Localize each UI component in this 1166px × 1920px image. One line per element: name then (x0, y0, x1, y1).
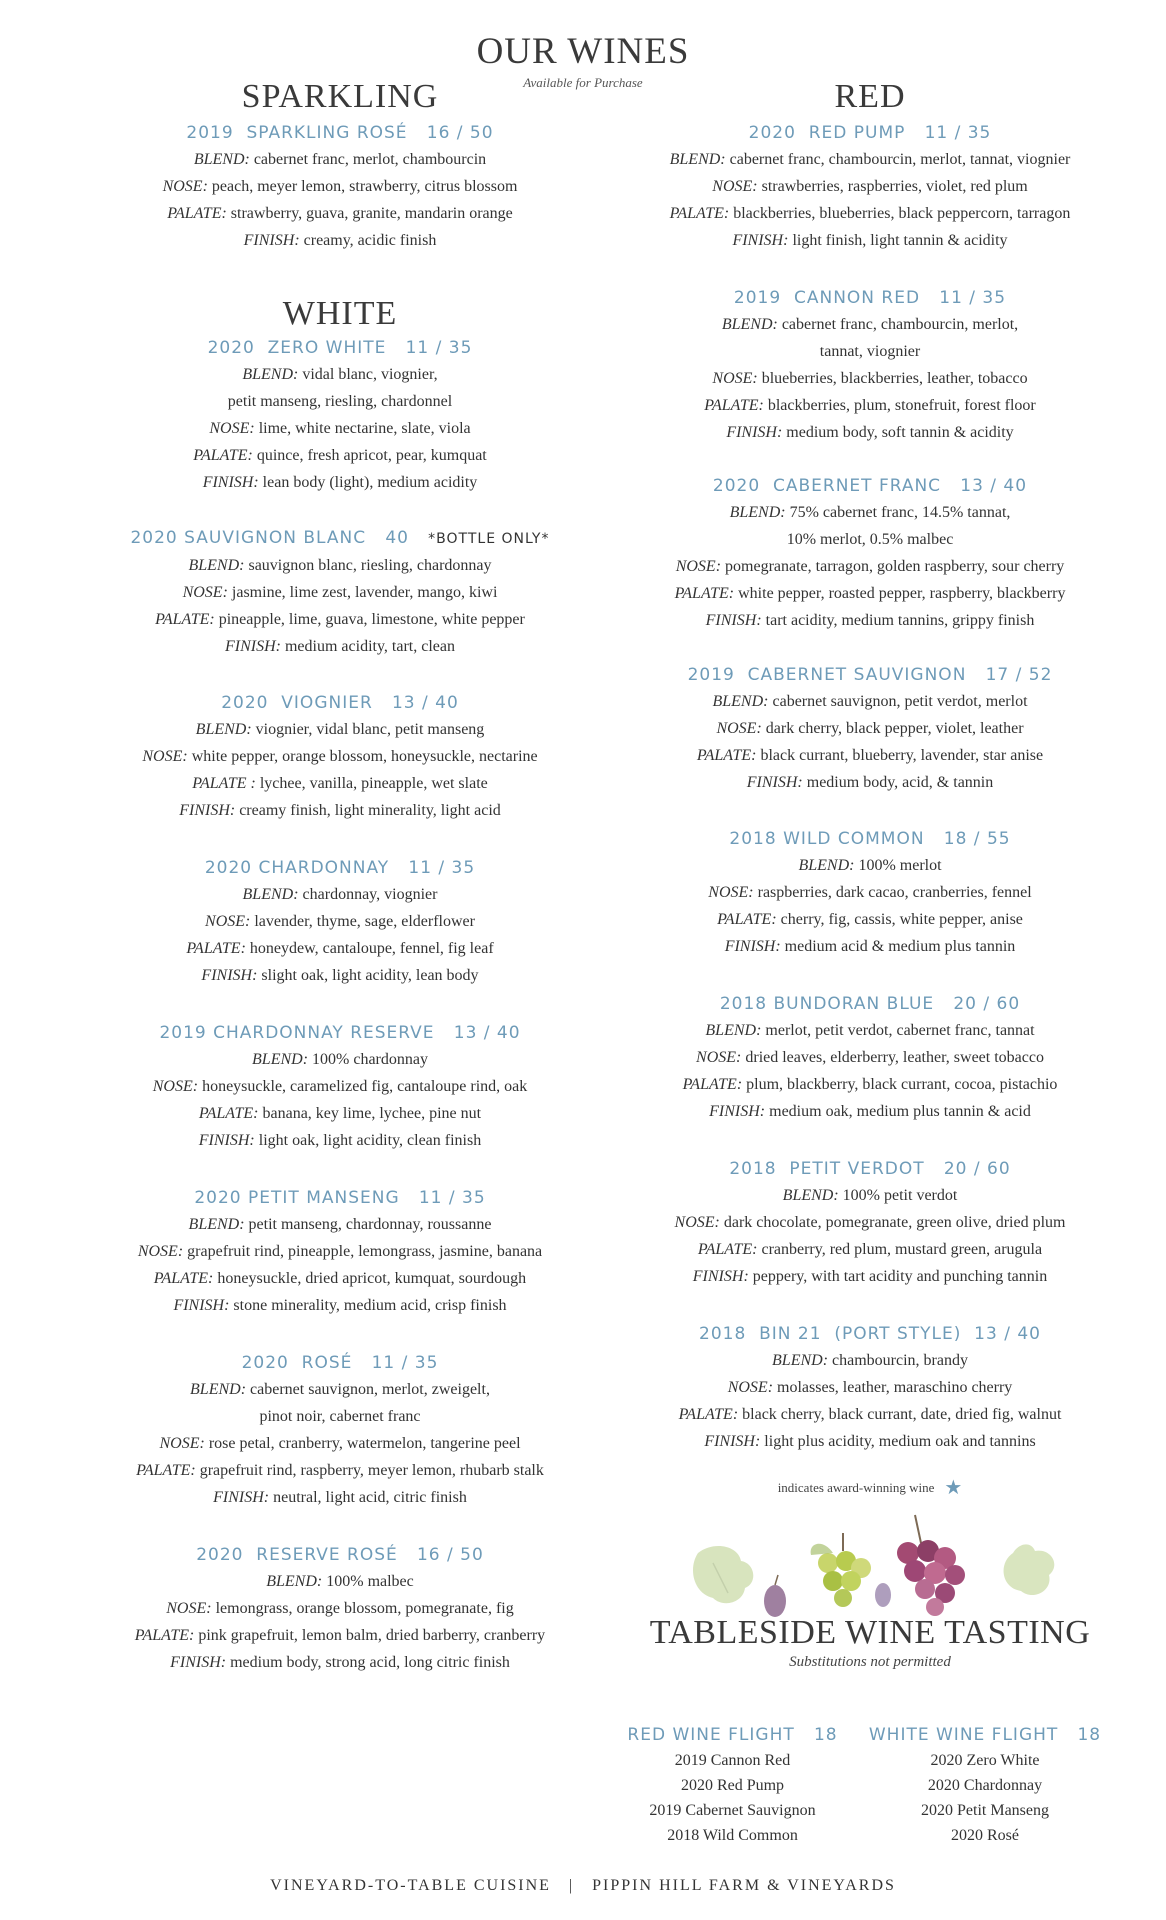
note-label: PALATE: (193, 447, 253, 464)
note-value: medium body, acid, & tannin (802, 774, 994, 791)
tasting-subtitle: Substitutions not permitted (789, 1654, 951, 1670)
note-label: FINISH: (225, 638, 281, 655)
note-value: black cherry, black currant, date, dried fig, walnut (738, 1406, 1062, 1423)
note-label: PALATE: (682, 1076, 743, 1093)
note-value: blueberries, blackberries, leather, tobacco (757, 370, 1028, 387)
note-label: NOSE: (182, 584, 228, 601)
wine-name (70, 1020, 610, 1046)
tasting-note (70, 1622, 610, 1649)
sparkling-wines (70, 120, 610, 254)
tasting-note (610, 1182, 1130, 1209)
grapes-illustration (683, 1513, 1061, 1625)
tasting-note (70, 1376, 610, 1403)
note-value: chambourcin, brandy (828, 1352, 968, 1369)
wine-name-text: 2018 BUNDORAN BLUE 20 / 60 (719, 994, 1021, 1014)
note-label: NOSE: (696, 1049, 742, 1066)
wine-entry-red-pump (610, 120, 1130, 254)
note-value: 100% chardonnay (308, 1051, 428, 1068)
wine-name (70, 1350, 610, 1376)
tasting-note (70, 173, 610, 200)
tasting-note (610, 200, 1130, 227)
note-label: NOSE: (675, 558, 722, 575)
note-label: FINISH: (732, 232, 789, 249)
note-value: medium oak, medium plus tannin & acid (765, 1103, 1031, 1120)
note-label: BLEND: (188, 1216, 245, 1233)
wine-name-text: 2018 PETIT VERDOT 20 / 60 (729, 1159, 1011, 1179)
flight-item: 2020 Chardonnay (927, 1777, 1043, 1794)
note-value: light plus acidity, medium oak and tannins (760, 1433, 1036, 1450)
tasting-title: TABLESIDE WINE TASTING (649, 1614, 1091, 1651)
note-label: FINISH: (179, 802, 236, 819)
note-label: FINISH: (724, 938, 781, 955)
note-label: FINISH: (173, 1297, 230, 1314)
tasting-note (610, 173, 1130, 200)
tasting-note (70, 1568, 610, 1595)
note-value: banana, key lime, lychee, pine nut (258, 1105, 482, 1122)
wine-entry-bin-21 (610, 1321, 1130, 1455)
note-value: cherry, fig, cassis, white pepper, anise (776, 911, 1023, 928)
note-value: strawberry, guava, granite, mandarin orange (226, 205, 513, 222)
note-value: lemongrass, orange blossom, pomegranate, fig (211, 1600, 514, 1617)
tasting-note (610, 879, 1130, 906)
note-value: viognier, vidal blanc, petit manseng (251, 721, 485, 738)
note-label: NOSE: (137, 1243, 184, 1260)
note-label: NOSE: (674, 1214, 720, 1231)
note-label: NOSE: (159, 1435, 205, 1452)
note-value: grapefruit rind, pineapple, lemongrass, jasmine, banana (183, 1243, 543, 1260)
note-value: grapefruit rind, raspberry, meyer lemon, rhubarb stalk (195, 1462, 544, 1479)
wine-name (70, 1185, 610, 1211)
flight-item: 2019 Cannon Red (674, 1752, 791, 1769)
note-value: neutral, light acid, citric finish (269, 1489, 467, 1506)
tasting-note (70, 388, 610, 415)
sparkling-section (70, 78, 610, 116)
wine-name-text: 2020 SAUVIGNON BLANC 40 (130, 528, 409, 548)
note-value: quince, fresh apricot, pear, kumquat (252, 447, 487, 464)
note-value: cabernet franc, chambourcin, merlot, (777, 316, 1019, 333)
note-label: BLEND: (721, 316, 778, 333)
tasting-note (610, 311, 1130, 338)
tasting-note (610, 1071, 1130, 1098)
wine-name (610, 1321, 1130, 1347)
grape-small-purple-icon (764, 1575, 786, 1617)
tasting-note (70, 797, 610, 824)
note-value: slight oak, light acidity, lean body (257, 967, 479, 984)
note-label: BLEND: (782, 1187, 839, 1204)
note-value: white pepper, roasted pepper, raspberry, blackberry (734, 585, 1066, 602)
note-label: NOSE: (727, 1379, 774, 1396)
note-label: FINISH: (705, 612, 762, 629)
tasting-note (70, 1211, 610, 1238)
note-value: medium acid & medium plus tannin (780, 938, 1016, 955)
note-value: black currant, blueberry, lavender, star anise (756, 747, 1044, 764)
section-heading-sparkling: SPARKLING (241, 78, 439, 115)
tasting-note (70, 1292, 610, 1319)
grape-cluster-red-icon (897, 1515, 965, 1616)
wine-name-text: 2019 CABERNET SAUVIGNON 17 / 52 (687, 665, 1053, 685)
note-value: strawberries, raspberries, violet, red plum (757, 178, 1028, 195)
note-label: BLEND: (705, 1022, 762, 1039)
wine-name (70, 120, 610, 146)
flight-item: 2019 Cabernet Sauvignon (649, 1802, 816, 1819)
wine-entry-reserve-rose (70, 1542, 610, 1676)
page-title: OUR WINES (476, 31, 690, 72)
note-label: BLEND: (798, 857, 855, 874)
note-label: NOSE: (166, 1600, 212, 1617)
note-label: PALATE: (697, 1241, 758, 1258)
tasting-note (610, 553, 1130, 580)
tasting-note (610, 1428, 1130, 1455)
note-label: PALATE: (717, 911, 777, 928)
note-label: BLEND: (772, 1352, 829, 1369)
wine-name-text: 2019 SPARKLING ROSÉ 16 / 50 (186, 123, 494, 143)
note-value: medium acidity, tart, clean (280, 638, 455, 655)
page-subtitle: Available for Purchase (523, 75, 643, 90)
note-value: pomegranate, tarragon, golden raspberry, sour cherry (721, 558, 1065, 575)
note-value: dark cherry, black pepper, violet, leather (761, 720, 1024, 737)
tasting-note (70, 1127, 610, 1154)
tasting-note (610, 933, 1130, 960)
tasting-note (70, 1100, 610, 1127)
tasting-note (70, 1403, 610, 1430)
flight-name: RED WINE FLIGHT 18 (627, 1725, 838, 1745)
tasting-note (610, 607, 1130, 634)
note-value: jasmine, lime zest, lavender, mango, kiwi (227, 584, 498, 601)
note-value: tart acidity, medium tannins, grippy finish (761, 612, 1035, 629)
note-label: BLEND: (252, 1051, 309, 1068)
tasting-note (70, 361, 610, 388)
flight-item: 2020 Petit Manseng (921, 1802, 1049, 1819)
grape-leaf-left-icon (693, 1546, 753, 1603)
note-value: honeysuckle, dried apricot, kumquat, sourdough (213, 1270, 527, 1287)
tasting-note (70, 200, 610, 227)
note-value: 10% merlot, 0.5% malbec (786, 531, 954, 548)
wine-name (610, 120, 1130, 146)
note-value: 100% petit verdot (838, 1187, 958, 1204)
tasting-note (70, 881, 610, 908)
note-label: PALATE: (134, 1627, 195, 1644)
flight-item: 2020 Red Pump (680, 1777, 785, 1794)
flight-name: WHITE WINE FLIGHT 18 (868, 1725, 1102, 1745)
note-label: PALATE : (192, 775, 256, 792)
grape-small-lilac-icon (875, 1583, 891, 1607)
note-value: creamy, acidic finish (299, 232, 437, 249)
note-value: vidal blanc, viognier, (298, 366, 438, 383)
note-value: petit manseng, chardonnay, roussanne (244, 1216, 492, 1233)
tasting-note (610, 742, 1130, 769)
note-value: light oak, light acidity, clean finish (254, 1132, 482, 1149)
tasting-note (610, 1374, 1130, 1401)
tasting-note (610, 392, 1130, 419)
wine-entry-viognier (70, 690, 610, 824)
wine-name-text: 2020 CHARDONNAY 11 / 35 (204, 858, 476, 878)
note-value: peach, meyer lemon, strawberry, citrus blossom (207, 178, 518, 195)
tasting-note (610, 1017, 1130, 1044)
wine-entry-cabernet-franc (610, 473, 1130, 634)
note-value: tannat, viognier (819, 343, 921, 360)
tasting-note (70, 1484, 610, 1511)
wine-name-text: 2019 CHARDONNAY RESERVE 13 / 40 (159, 1023, 521, 1043)
note-label: BLEND: (669, 151, 726, 168)
note-value: honeysuckle, caramelized fig, cantaloupe rind, oak (198, 1078, 528, 1095)
note-value: rose petal, cranberry, watermelon, tangerine peel (204, 1435, 521, 1452)
note-label: PALATE: (704, 397, 764, 414)
wine-entry-cabernet-sauvignon (610, 662, 1130, 796)
footer: VINEYARD-TO-TABLE CUISINE | PIPPIN HILL FARM & VINEYARDS (270, 1877, 896, 1894)
note-value: medium body, soft tannin & acidity (782, 424, 1014, 441)
tasting-note (70, 1046, 610, 1073)
wine-name (610, 1156, 1130, 1182)
note-label: BLEND: (242, 366, 299, 383)
wine-entry-cannon-red (610, 285, 1130, 446)
note-value: cabernet franc, merlot, chambourcin (249, 151, 487, 168)
wine-name-text: 2020 CABERNET FRANC 13 / 40 (712, 476, 1028, 496)
wine-name-text: 2018 WILD COMMON 18 / 55 (729, 829, 1011, 849)
wine-name-text: 2018 BIN 21 (PORT STYLE) 13 / 40 (699, 1324, 1041, 1344)
tasting-note (610, 227, 1130, 254)
note-label: PALATE: (674, 585, 735, 602)
wine-name-text: 2020 PETIT MANSENG 11 / 35 (194, 1188, 486, 1208)
note-label: PALATE: (136, 1462, 196, 1479)
wine-entry-wild-common (610, 826, 1130, 960)
note-value: 75% cabernet franc, 14.5% tannat, (785, 504, 1011, 521)
note-value: honeydew, cantaloupe, fennel, fig leaf (245, 940, 494, 957)
tasting-note (70, 146, 610, 173)
note-value: dark chocolate, pomegranate, green olive, dried plum (719, 1214, 1066, 1231)
wine-name (70, 335, 610, 361)
wine-entry-petit-manseng (70, 1185, 610, 1319)
tasting-note (610, 419, 1130, 446)
bottle-only-note: *BOTTLE ONLY* (428, 531, 550, 547)
wine-name-text: 2019 CANNON RED 11 / 35 (733, 288, 1007, 308)
note-value: dried leaves, elderberry, leather, sweet tobacco (741, 1049, 1044, 1066)
note-value: lavender, thyme, sage, elderflower (250, 913, 475, 930)
tasting-note (70, 606, 610, 633)
note-value: chardonnay, viognier (298, 886, 438, 903)
note-value: cranberry, red plum, mustard green, arugula (757, 1241, 1043, 1258)
note-label: BLEND: (712, 693, 769, 710)
section-heading-white: WHITE (282, 295, 398, 332)
note-label: FINISH: (704, 1433, 761, 1450)
tasting-note (610, 1263, 1130, 1290)
tasting-note (610, 688, 1130, 715)
tasting-note (70, 1073, 610, 1100)
tasting-note (70, 552, 610, 579)
tasting-note (70, 633, 610, 660)
wine-name-text: 2020 ZERO WHITE 11 / 35 (207, 338, 473, 358)
wine-name (610, 285, 1130, 311)
tasting-note (70, 227, 610, 254)
note-value: 100% merlot (854, 857, 942, 874)
note-value: sauvignon blanc, riesling, chardonnay (244, 557, 492, 574)
note-label: NOSE: (712, 370, 758, 387)
note-label: PALATE: (155, 611, 215, 628)
note-label: NOSE: (716, 720, 762, 737)
note-label: FINISH: (201, 967, 258, 984)
wine-entry-bundoran-blue (610, 991, 1130, 1125)
tasting-note (70, 1430, 610, 1457)
note-value: cabernet sauvignon, merlot, zweigelt, (246, 1381, 490, 1398)
note-label: FINISH: (213, 1489, 270, 1506)
note-label: NOSE: (209, 420, 255, 437)
note-label: BLEND: (188, 557, 245, 574)
wine-name-text: 2020 ROSÉ 11 / 35 (241, 1353, 439, 1373)
note-value: pink grapefruit, lemon balm, dried barberry, cranberry (194, 1627, 546, 1644)
tasting-note (70, 962, 610, 989)
wine-entry-sauvignon-blanc (70, 525, 610, 660)
note-label: NOSE: (712, 178, 758, 195)
tasting-note (610, 1098, 1130, 1125)
flight-item: 2020 Rosé (951, 1827, 1019, 1844)
tasting-note (70, 716, 610, 743)
wine-name-text: 2020 VIOGNIER 13 / 40 (221, 693, 459, 713)
note-label: FINISH: (198, 1132, 255, 1149)
tasting-note (70, 743, 610, 770)
note-label: NOSE: (162, 178, 208, 195)
tasting-note (610, 1347, 1130, 1374)
red-wine-flight (610, 1722, 855, 1848)
tasting-note (70, 908, 610, 935)
note-label: BLEND: (266, 1573, 323, 1590)
tasting-note (70, 1265, 610, 1292)
flight-item: 2020 Zero White (930, 1752, 1040, 1769)
wine-name (70, 855, 610, 881)
note-label: FINISH: (726, 424, 783, 441)
wine-name (70, 1542, 610, 1568)
tasting-note (70, 1238, 610, 1265)
note-value: peppery, with tart acidity and punching tannin (748, 1268, 1048, 1285)
note-value: petit manseng, riesling, chardonnel (227, 393, 453, 410)
note-label: FINISH: (709, 1103, 766, 1120)
note-label: PALATE: (198, 1105, 259, 1122)
award-note: indicates award-winning wine (777, 1480, 935, 1495)
tasting-note (610, 1044, 1130, 1071)
note-value: pineapple, lime, guava, limestone, white pepper (214, 611, 525, 628)
tasting-note (70, 770, 610, 797)
tasting-note (610, 852, 1130, 879)
note-label: NOSE: (152, 1078, 199, 1095)
note-label: PALATE: (167, 205, 227, 222)
tasting-note (610, 365, 1130, 392)
white-wine-flight (855, 1722, 1115, 1848)
wine-name (70, 690, 610, 716)
note-value: medium body, strong acid, long citric finish (226, 1654, 510, 1671)
note-label: NOSE: (142, 748, 188, 765)
note-label: PALATE: (678, 1406, 739, 1423)
wine-name (610, 473, 1130, 499)
tasting-note (610, 715, 1130, 742)
tasting-note (70, 1649, 610, 1676)
tasting-note (610, 1401, 1130, 1428)
note-value: blackberries, blueberries, black peppercorn, tarragon (729, 205, 1071, 222)
note-label: FINISH: (746, 774, 803, 791)
note-value: lean body (light), medium acidity (258, 474, 478, 491)
note-value: 100% malbec (322, 1573, 414, 1590)
note-value: creamy finish, light minerality, light acid (235, 802, 501, 819)
wine-name-text: 2020 RESERVE ROSÉ 16 / 50 (196, 1545, 484, 1565)
grape-leaf-right-icon (1004, 1544, 1055, 1595)
wine-name (610, 991, 1130, 1017)
tasting-note (610, 769, 1130, 796)
note-value: stone minerality, medium acid, crisp finish (229, 1297, 507, 1314)
wine-entry-zero-white (70, 335, 610, 496)
note-value: raspberries, dark cacao, cranberries, fennel (753, 884, 1032, 901)
note-label: BLEND: (242, 886, 299, 903)
tasting-note (610, 1236, 1130, 1263)
note-label: FINISH: (692, 1268, 749, 1285)
tasting-note (70, 1457, 610, 1484)
note-value: pinot noir, cabernet franc (259, 1408, 421, 1425)
wine-entry-chardonnay-reserve (70, 1020, 610, 1154)
note-value: cabernet sauvignon, petit verdot, merlot (768, 693, 1028, 710)
note-value: blackberries, plum, stonefruit, forest floor (763, 397, 1036, 414)
note-label: PALATE: (669, 205, 730, 222)
white-section (70, 295, 610, 333)
note-value: white pepper, orange blossom, honeysuckle, nectarine (187, 748, 538, 765)
note-label: FINISH: (170, 1654, 227, 1671)
note-label: FINISH: (202, 474, 259, 491)
note-label: NOSE: (205, 913, 251, 930)
red-section (610, 78, 1130, 116)
tasting-note (70, 469, 610, 496)
wine-entry-rose (70, 1350, 610, 1511)
tasting-note (70, 1595, 610, 1622)
wine-name (610, 662, 1130, 688)
note-value: light finish, light tannin & acidity (788, 232, 1008, 249)
award-legend (610, 1475, 1130, 1499)
grape-cluster-green-icon (811, 1533, 871, 1607)
wine-entry-petit-verdot (610, 1156, 1130, 1290)
tasting-note (610, 146, 1130, 173)
tasting-note (610, 499, 1130, 526)
wine-name (70, 525, 610, 552)
tasting-note (610, 526, 1130, 553)
tasting-note (70, 415, 610, 442)
note-label: PALATE: (696, 747, 757, 764)
wine-entry-chardonnay (70, 855, 610, 989)
note-label: BLEND: (195, 721, 252, 738)
section-heading-red: RED (834, 78, 906, 115)
wine-name (610, 826, 1130, 852)
note-label: BLEND: (729, 504, 786, 521)
note-value: cabernet franc, chambourcin, merlot, tannat, viognier (725, 151, 1071, 168)
tasting-note (610, 1209, 1130, 1236)
tasting-note (70, 579, 610, 606)
note-label: BLEND: (193, 151, 250, 168)
note-value: molasses, leather, maraschino cherry (773, 1379, 1013, 1396)
note-label: NOSE: (708, 884, 754, 901)
note-value: plum, blackberry, black currant, cocoa, pistachio (742, 1076, 1058, 1093)
note-value: lime, white nectarine, slate, viola (254, 420, 471, 437)
note-value: merlot, petit verdot, cabernet franc, tannat (761, 1022, 1035, 1039)
tasting-note (70, 442, 610, 469)
tasting-note (610, 580, 1130, 607)
wine-entry (70, 120, 610, 254)
note-value: lychee, vanilla, pineapple, wet slate (255, 775, 488, 792)
note-label: BLEND: (190, 1381, 247, 1398)
flight-item: 2018 Wild Common (667, 1827, 798, 1844)
note-label: PALATE: (186, 940, 246, 957)
note-label: FINISH: (243, 232, 300, 249)
tasting-note (610, 906, 1130, 933)
note-label: PALATE: (153, 1270, 214, 1287)
star-icon: ★ (944, 1475, 963, 1499)
tasting-note (70, 935, 610, 962)
tasting-note (610, 338, 1130, 365)
wine-name-text: 2020 RED PUMP 11 / 35 (748, 123, 992, 143)
